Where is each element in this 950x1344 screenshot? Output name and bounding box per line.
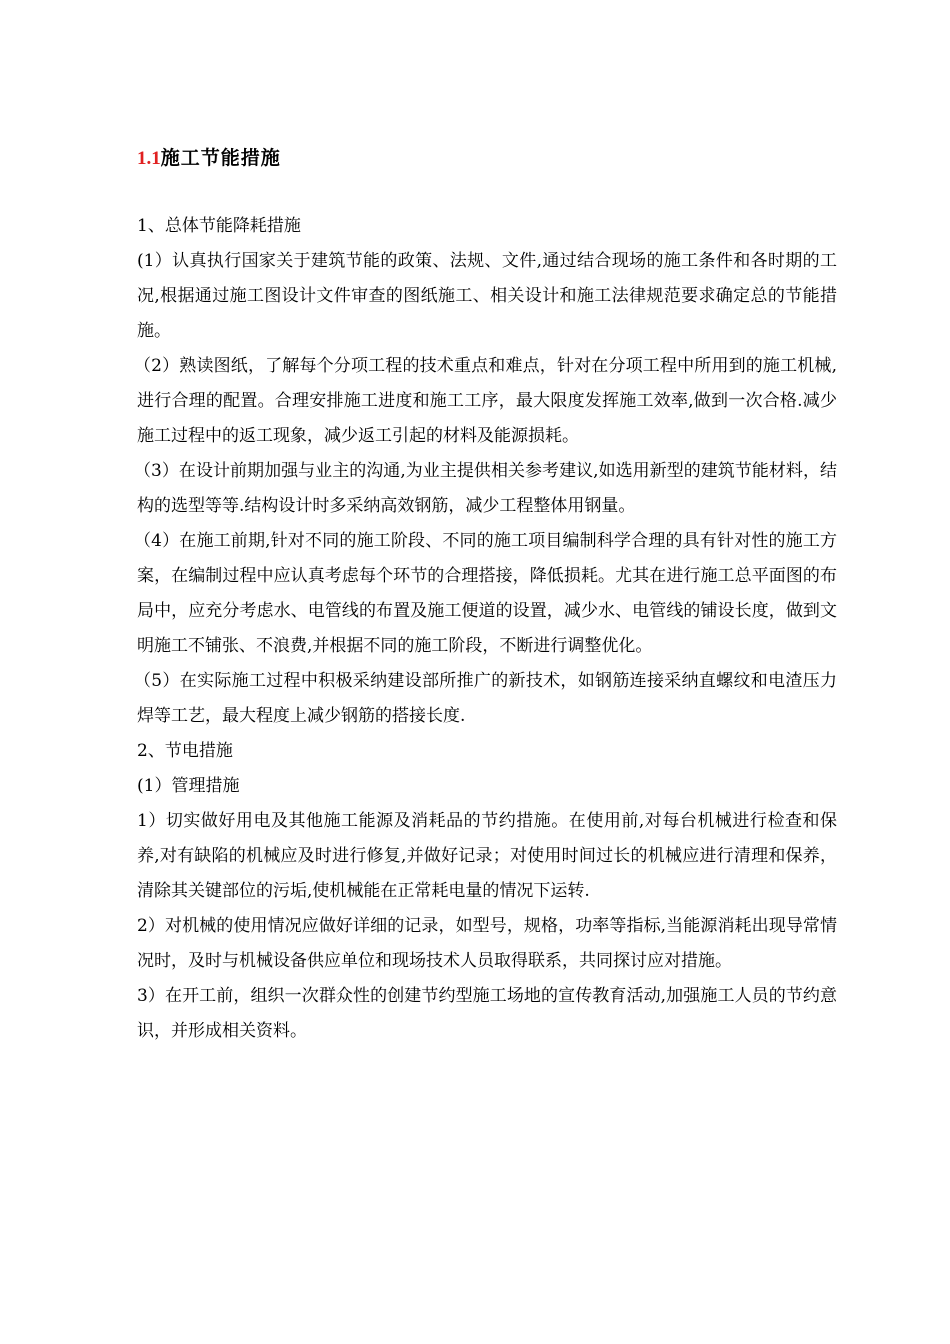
measure-item-2: 2）对机械的使用情况应做好详细的记录，如型号，规格，功率等指标,当能源消耗出现导常情况时，及时与机械设备供应单位和现场技术人员取得联系，共同探讨应对措施。 [137,916,837,971]
paragraph-item-3: （3）在设计前期加强与业主的沟通,为业主提供相关参考建议,如选用新型的建筑节能材料，结构的选型等等.结构设计时多采纳高效钢筋，减少工程整体用钢量。 [134,461,837,516]
paragraph-item-5: （5）在实际施工过程中积极采纳建设部所推广的新技术，如钢筋连接采纳直螺纹和电渣压力焊等工艺，最大程度上减少钢筋的搭接长度. [134,671,837,726]
measure-item-1: 1）切实做好用电及其他施工能源及消耗品的节约措施。在使用前,对每台机械进行检查和保养,对有缺陷的机械应及时进行修复,并做好记录；对使用时间过长的机械应进行清理和保养，清除其关键部位的污垢,使机械能在正常耗电量的情况下运转. [137,811,837,901]
paragraph-item-1: (1）认真执行国家关于建筑节能的政策、法规、文件,通过结合现场的施工条件和各时期的工况,根据通过施工图设计文件审查的图纸施工、相关设计和施工法律规范要求确定总的节能措施。 [137,251,837,341]
subsection-management-measures: (1）管理措施 [137,776,240,796]
section-title: 施工节能措施 [160,147,281,169]
subsection-heading-power-saving: 2、节电措施 [137,741,233,761]
subsection-heading-energy-saving: 1、总体节能降耗措施 [137,216,301,236]
paragraph-item-4: （4）在施工前期,针对不同的施工阶段、不同的施工项目编制科学合理的具有针对性的施工方案，在编制过程中应认真考虑每个环节的合理搭接，降低损耗。尤其在进行施工总平面图的布局中，应充分考虑水、电管线的布置及施工便道的设置，减少水、电管线的铺设长度，做到文明施工不铺张、不浪费,并根据不同的施工阶段，不断进行调整优化。 [134,531,837,656]
measure-item-3: 3）在开工前，组织一次群众性的创建节约型施工场地的宣传教育活动,加强施工人员的节约意识，并形成相关资料。 [137,986,837,1041]
section-number: 1.1 [137,148,161,169]
section-heading [137,143,281,174]
document-body [134,209,837,1049]
paragraph-item-2: （2）熟读图纸，了解每个分项工程的技术重点和难点，针对在分项工程中所用到的施工机械,进行合理的配置。合理安排施工进度和施工工序，最大限度发挥施工效率,做到一次合格.减少施工过程中的返工现象，减少返工引起的材料及能源损耗。 [134,356,837,446]
